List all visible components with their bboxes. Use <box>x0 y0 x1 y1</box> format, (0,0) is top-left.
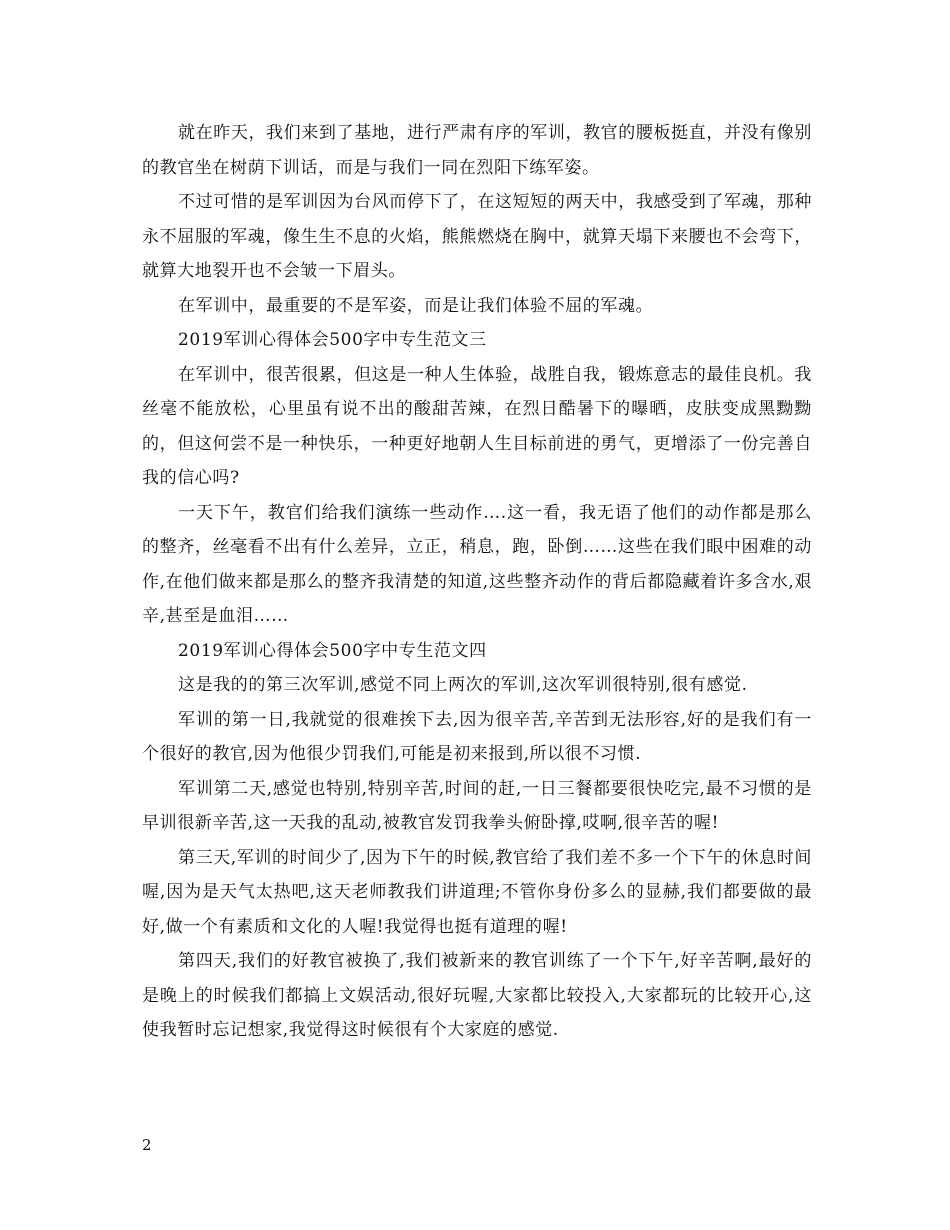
paragraph: 在军训中，很苦很累，但这是一种人生体验，战胜自我，锻炼意志的最佳良机。我丝毫不能放松，心里虽有说不出的酸甜苦辣，在烈日酷暑下的曝晒，皮肤变成黑黝黝的，但这何尝不是一种快乐，一种更好地朝人生目标前进的勇气，更增添了一份完善自我的信心吗? <box>142 364 812 488</box>
document-body <box>142 116 812 1048</box>
paragraph: 第三天,军训的时间少了,因为下午的时候,教官给了我们差不多一个下午的休息时间喔,因为是天气太热吧,这天老师教我们讲道理;不管你身份多么的显赫,我们都要做的最好,做一个有素质和文化的人喔!我觉得也挺有道理的喔! <box>142 847 813 937</box>
paragraph: 军训第二天,感觉也特别,特别辛苦,时间的赶,一日三餐都要很快吃完,最不习惯的是早训很新辛苦,这一天我的乱动,被教官发罚我拳头俯卧撑,哎啊,很辛苦的喔! <box>142 778 812 833</box>
paragraph: 第四天,我们的好教官被换了,我们被新来的教官训练了一个下午,好辛苦啊,最好的是晚上的时候我们都搞上文娱活动,很好玩喔,大家都比较投入,大家都玩的比较开心,这使我暂时忘记想家,我觉得这时候很有个大家庭的感觉. <box>142 951 812 1040</box>
paragraph: 军训的第一日,我就觉的很难挨下去,因为很辛苦,辛苦到无法形容,好的是我们有一个很好的教官,因为他很少罚我们,可能是初来报到,所以很不习惯. <box>142 709 812 764</box>
section-heading: 2019军训心得体会500字中专生范文四 <box>178 640 487 661</box>
page-number: 2 <box>142 1136 152 1154</box>
paragraph: 就在昨天，我们来到了基地，进行严肃有序的军训，教官的腰板挺直，并没有像别的教官坐在树荫下训话，而是与我们一同在烈阳下练军姿。 <box>142 123 812 178</box>
paragraph: 不过可惜的是军训因为台风而停下了，在这短短的两天中，我感受到了军魂，那种永不屈服的军魂，像生生不息的火焰，熊熊燃烧在胸中，就算天塌下来腰也不会弯下，就算大地裂开也不会皱一下眉头。 <box>142 192 812 281</box>
paragraph: 一天下午，教官们给我们演练一些动作….这一看，我无语了他们的动作都是那么的整齐，丝毫看不出有什么差异，立正，稍息，跑，卧倒……这些在我们眼中困难的动作,在他们做来都是那么的整齐我清楚的知道,这些整齐动作的背后都隐藏着许多含水,艰辛,甚至是血泪…… <box>142 502 812 626</box>
paragraph: 在军训中，最重要的不是军姿，而是让我们体验不屈的军魂。 <box>178 295 654 316</box>
section-heading: 2019军训心得体会500字中专生范文三 <box>178 330 487 350</box>
paragraph: 这是我的的第三次军训,感觉不同上两次的军训,这次军训很特别,很有感觉. <box>178 675 748 695</box>
